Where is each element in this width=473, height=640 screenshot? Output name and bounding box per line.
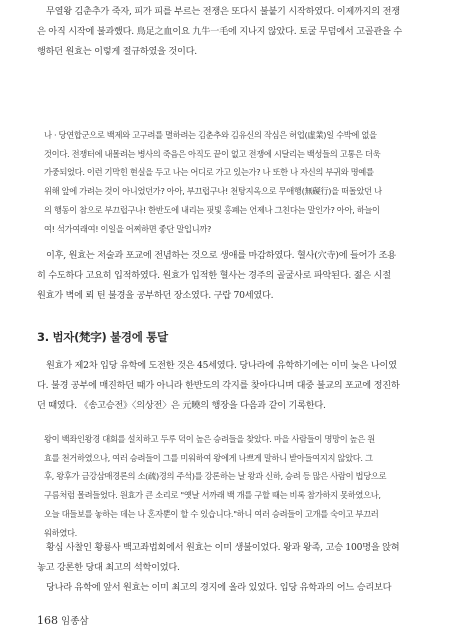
paragraph-line: 은 아직 시작에 불과했다. 鳥足之血이요 九牛一毛에 지나지 않았다. 토굴 무덤에서 고골관을 수 [37, 26, 402, 37]
paragraph-line: 당나라 유학에 앞서 원효는 이미 최고의 경지에 올라 있었다. 입당 유학과의 어느 승리보다 [46, 582, 392, 593]
quote-line: 가중되었다. 이런 기막힌 현실을 두고 나는 어디로 가고 있는가? 나 또한 나 자신의 부귀와 명예를 [44, 167, 374, 178]
quote-line: 효를 천거하였으나, 여러 승려들이 그를 미워하여 왕에게 나쁘게 말하니 받아들여지지 않았다. 그 [44, 452, 373, 463]
paragraph-line: 원효가 벽에 뢰 틴 불경을 공부하던 장소였다. 구랍 70세였다. [37, 290, 274, 301]
block-quote-2 [44, 430, 444, 542]
paragraph-line: 히 수도하다 고요히 입적하였다. 원효가 입적한 혈사는 경주의 골굴사로 파악된다. 젊은 시절 [37, 270, 391, 281]
paragraph-4 [37, 538, 447, 598]
quote-line: 나 · 당연합군으로 백제와 고구려를 멸하려는 김춘추와 김유신의 작심은 허업(虛業)일 수박에 없을 [44, 130, 377, 140]
paragraph-1 [37, 2, 447, 62]
book-title: 임종삼 [61, 616, 89, 627]
quote-line: 후, 왕후가 금강삼매경론의 소(疏)경의 주석)를 강론하는 날 왕과 신하, 승려 등 많은 사람이 법당으로 [44, 471, 387, 482]
quote-line: 구름처럼 몰려들었다. 원효가 큰 소리로 "옛날 서까래 백 개를 구할 때는 비록 참가하지 못하였으나, [44, 490, 381, 501]
paragraph-line: 무열왕 김춘추가 죽자, 피가 피를 부르는 전쟁은 또다시 불붙기 시작하였다. 이제까지의 전쟁 [46, 6, 400, 17]
paragraph-line: 원효가 제2차 입당 유학에 도전한 것은 45세였다. 당나라에 유학하기에는 이미 늦은 나이였 [46, 360, 397, 371]
paragraph-line: 황심 사찰인 황룡사 백고좌법회에서 원효는 이미 생불이었다. 왕과 왕족, 고승 100명을 앉혀 [46, 542, 400, 553]
paragraph-line: 행하던 원효는 이렇게 절규하였을 것이다. [37, 46, 197, 57]
quote-line: 왕이 백좌인왕경 대회를 설치하고 두루 덕이 높은 승려들을 찾았다. 마을 사람들이 명망이 높은 원 [44, 434, 375, 444]
quote-line: 워하였다. [44, 527, 77, 538]
quote-line: 오늘 대들보를 놓하는 데는 나 혼자뿐이 할 수 있습니다."하니 여러 승려들이 고개를 숙이고 부끄러 [44, 508, 379, 519]
paragraph-line: 놓고 강론한 당대 최고의 석학이었다. [37, 562, 180, 573]
paragraph-2 [37, 246, 447, 306]
paragraph-line: 다. 불경 공부에 매진하던 때가 아니라 한반도의 각지를 찾아다니며 대중 불교의 포교에 정진하 [37, 380, 400, 391]
page-footer [37, 613, 89, 627]
section-heading: 3. 범자(梵字) 불경에 통달 [37, 330, 168, 344]
paragraph-line: 던 때였다. 《송고승전》〈의상전〉은 元曉의 행장을 다음과 같이 기록한다. [37, 400, 326, 411]
quote-line: 위해 앞에 가려는 것이 아니었던가? 아아, 부끄럽구나! 천탕지옥으로 무애행(無礙行)을 떠돌았던 나 [44, 186, 382, 197]
block-quote-1 [44, 126, 444, 238]
paragraph-line: 이후, 원효는 저술과 포교에 전념하는 것으로 생애를 마감하였다. 혈사(穴寺)에 들어가 조용 [46, 250, 396, 261]
quote-line: 것이다. 전쟁터에 내몰려는 병사의 죽음은 아직도 끝이 없고 전쟁에 시달리는 백성들의 고통은 더욱 [44, 148, 381, 159]
quote-line: 여! 석가여래여! 이일을 어찌하면 좋단 말입니까? [44, 223, 212, 234]
paragraph-3 [37, 356, 447, 416]
page-number: 168 [37, 614, 58, 627]
quote-line: 의 행동이 참으로 부끄럽구나! 한반도에 내리는 핏빛 홍폐는 언제나 그친다는 말인가? 아아, 하늘이 [44, 204, 380, 215]
